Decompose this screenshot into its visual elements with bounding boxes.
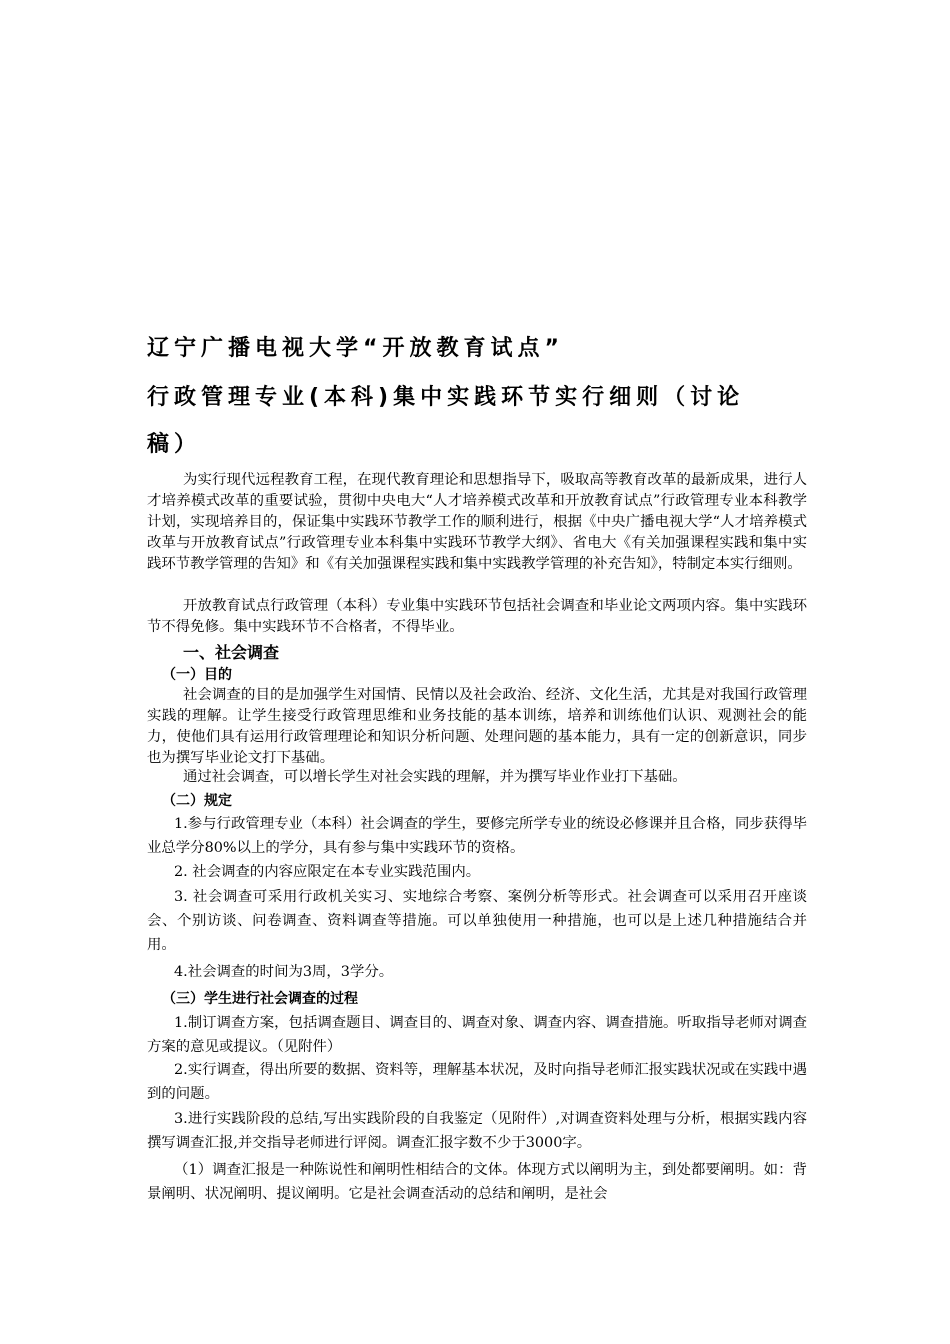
subsection-heading-process: （三）学生进行社会调查的过程 xyxy=(162,991,358,1007)
document-title-line3: 稿） xyxy=(147,432,202,457)
rule-item-3: 3. 社会调查可采用行政机关实习、实地综合考察、案例分析等形式。社会调查可以采用召开座谈会、个别访谈、问卷调查、资料调查等措施。可以单独使用一种措施，也可以是上述几种措施结合并用。 xyxy=(147,889,807,953)
document-title-line2: 行政管理专业(本科)集中实践环节实行细则（讨论 xyxy=(147,385,745,410)
rule-item-1: 1.参与行政管理专业（本科）社会调查的学生，要修完所学专业的统设必修课并且合格，同步获得毕业总学分80%以上的学分，具有参与集中实践环节的资格。 xyxy=(147,816,807,856)
intro-paragraph-1: 为实行现代远程教育工程，在现代教育理论和思想指导下，吸取高等教育改革的最新成果，进行人才培养模式改革的重要试验，贯彻中央电大“人才培养模式改革和开放教育试点”行政管理专业本科教学计划，实现培养目的，保证集中实践环节教学工作的顺利进行，根据《中央广播电视大学“人才培养模式改革与开放教育试点”行政管理专业本科集中实践环节教学大纲》、省电大《有关加强课程实践和集中实践环节教学管理的告知》和《有关加强课程实践和集中实践教学管理的补充告知》，特制定本实行细则。 xyxy=(147,472,807,572)
subsection-heading-purpose: （一）目的 xyxy=(162,667,232,683)
intro-paragraph-2: 开放教育试点行政管理（本科）专业集中实践环节包括社会调查和毕业论文两项内容。集中实践环节不得免修。集中实践环节不合格者，不得毕业。 xyxy=(147,598,807,635)
process-step-3: 3.进行实践阶段的总结,写出实践阶段的自我鉴定（见附件）,对调查资料处理与分析，根据实践内容撰写调查汇报,并交指导老师进行评阅。调查汇报字数不少于3000字。 xyxy=(147,1111,807,1151)
purpose-paragraph-1: 社会调查的目的是加强学生对国情、民情以及社会政治、经济、文化生活，尤其是对我国行政管理实践的理解。让学生接受行政管理思维和业务技能的基本训练，培养和训练他们认识、观测社会的能力，使他们具有运用行政管理理论和知识分析问题、处理问题的基本能力，具有一定的创新意识，同步也为撰写毕业论文打下基础。 xyxy=(147,687,807,766)
rule-item-4: 4.社会调查的时间为3周，3学分。 xyxy=(174,964,394,980)
report-note-1: （1）调查汇报是一种陈说性和阐明性相结合的文体。体现方式以阐明为主，到处都要阐明。如：背景阐明、状况阐明、提议阐明。它是社会调查活动的总结和阐明，是社会 xyxy=(147,1162,807,1202)
subsection-heading-rules: （二）规定 xyxy=(162,793,232,809)
document-title-line1: 辽宁广播电视大学“开放教育试点” xyxy=(147,336,564,361)
rule-item-2: 2. 社会调查的内容应限定在本专业实践范围内。 xyxy=(174,864,481,880)
purpose-paragraph-2: 通过社会调查，可以增长学生对社会实践的理解，并为撰写毕业作业打下基础。 xyxy=(183,769,687,785)
section-heading-social-survey: 一、社会调查 xyxy=(183,643,280,662)
process-step-2: 2.实行调查，得出所要的数据、资料等，理解基本状况，及时向指导老师汇报实践状况或在实践中遇到的问题。 xyxy=(147,1062,807,1102)
process-step-1: 1.制订调查方案，包括调查题目、调查目的、调查对象、调查内容、调查措施。听取指导老师对调查方案的意见或提议。（见附件） xyxy=(147,1015,807,1055)
